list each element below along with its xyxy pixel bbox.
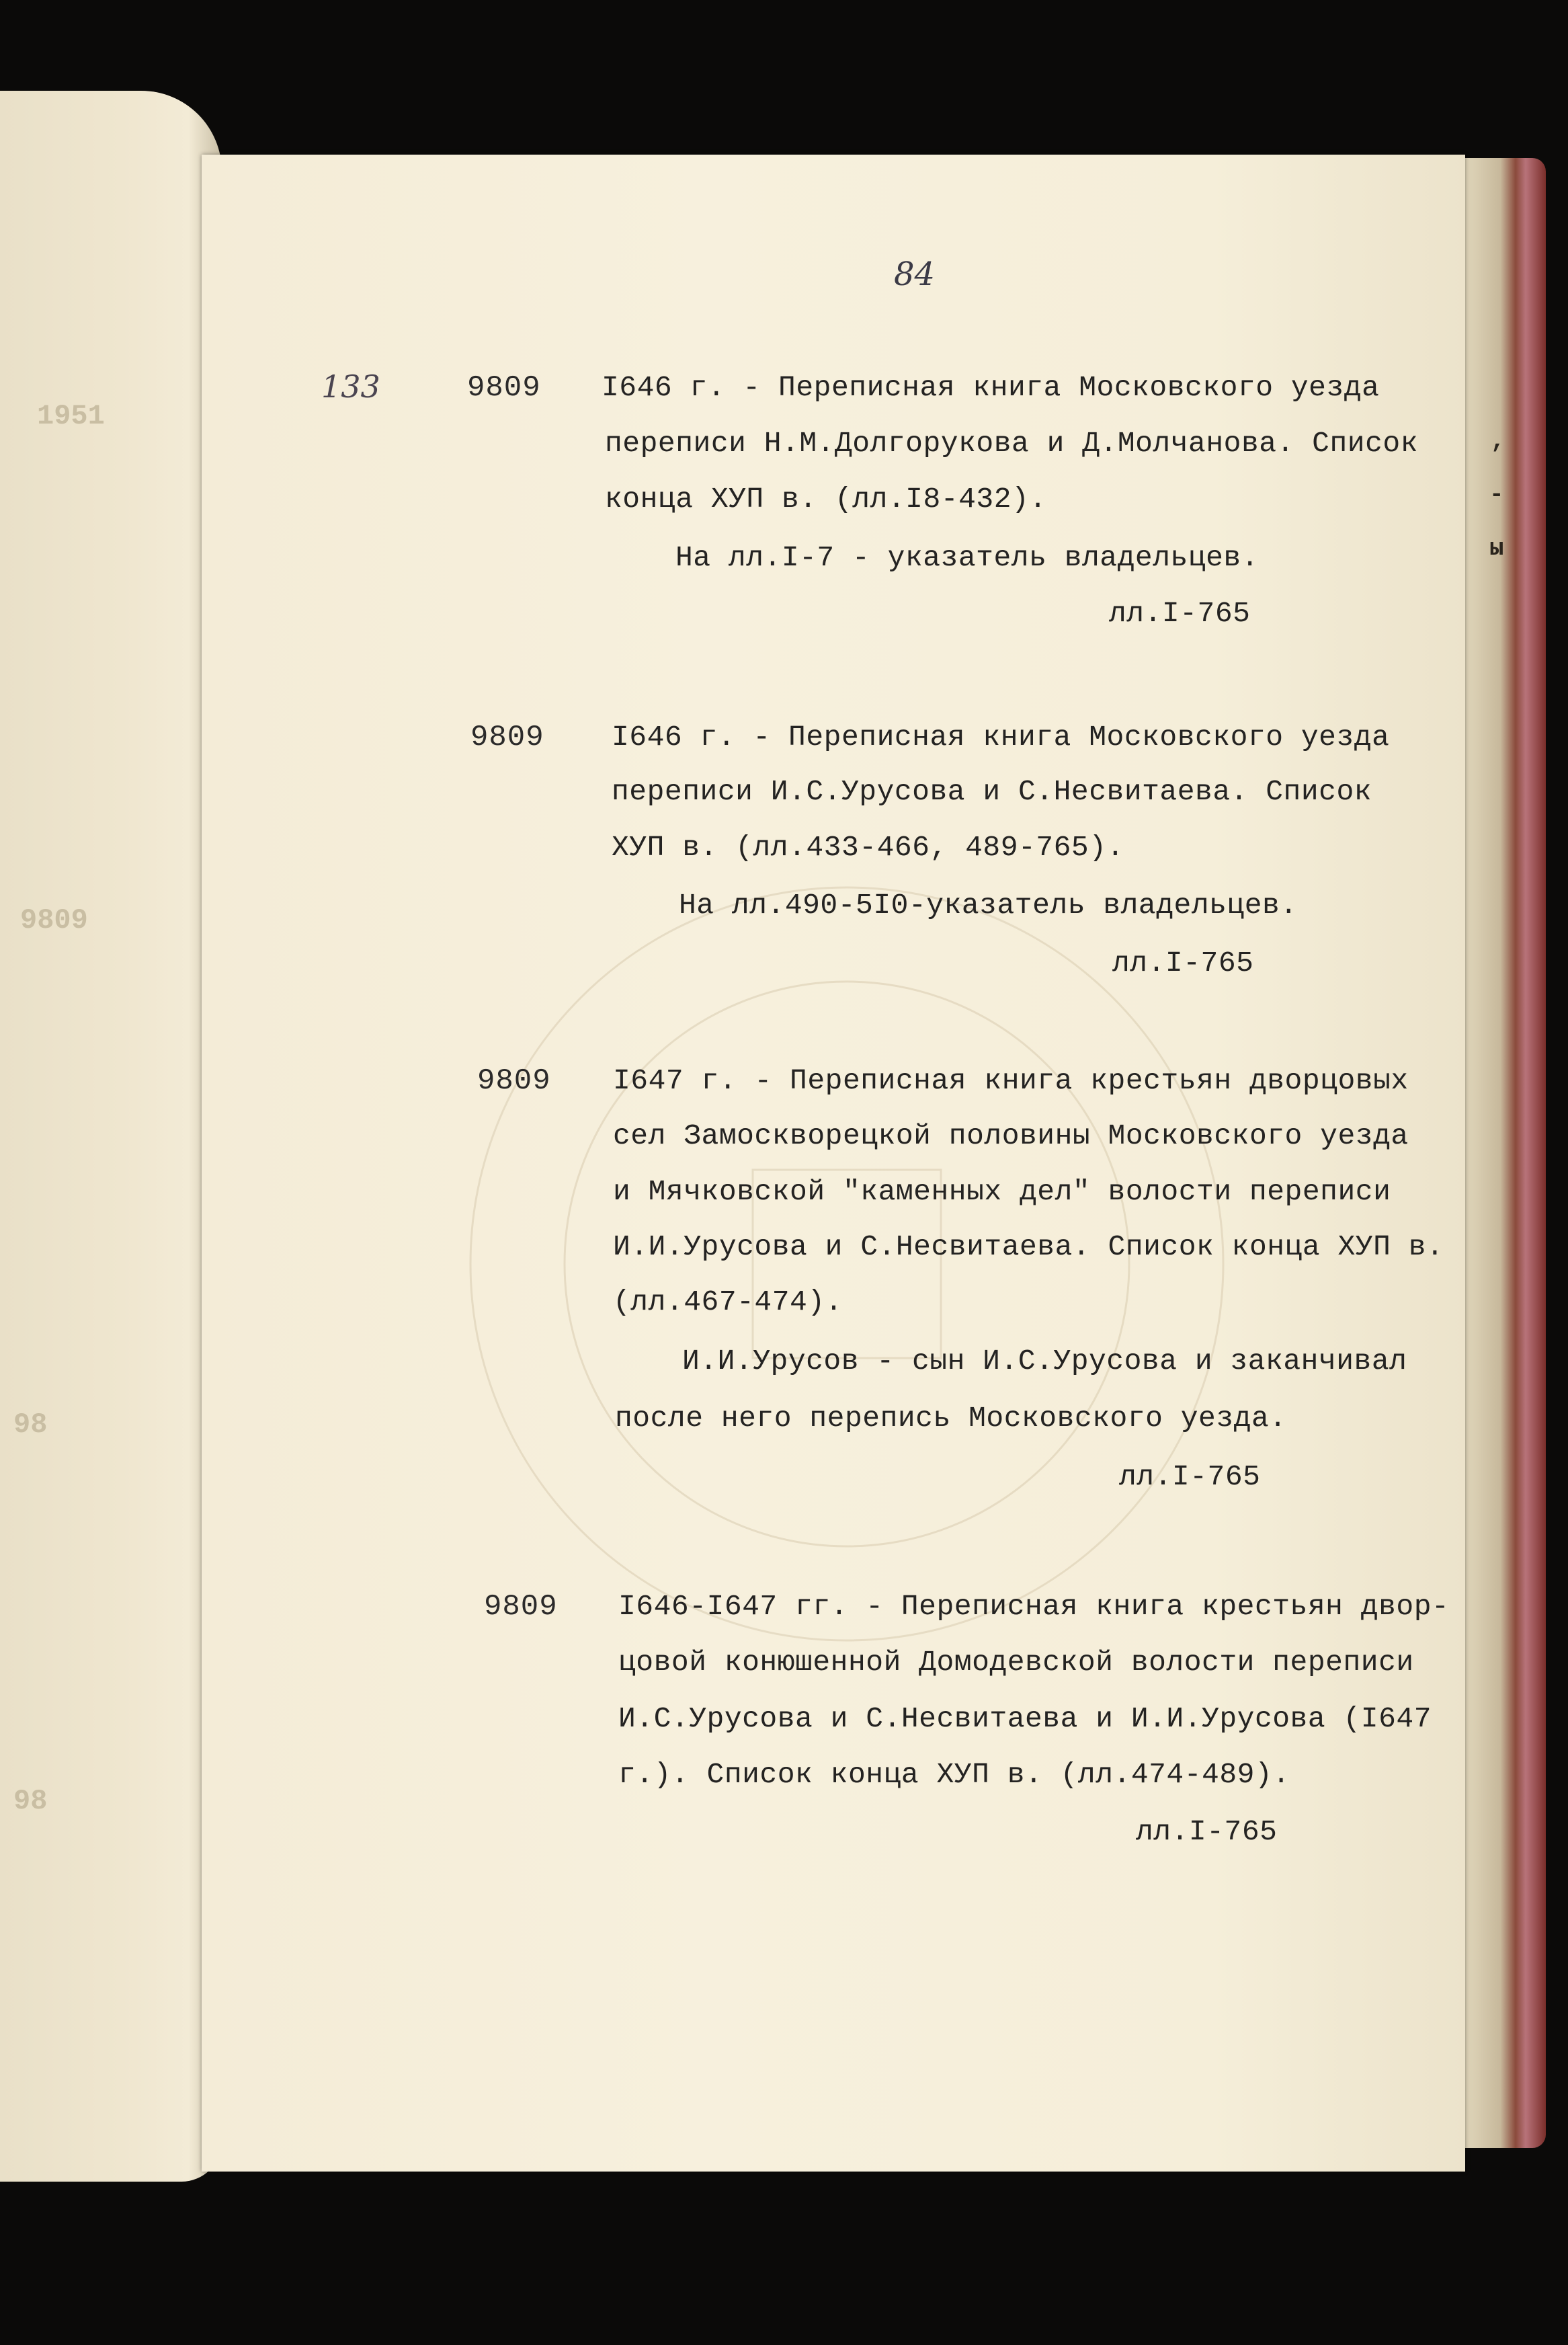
bleed-through-text: 1951 (37, 400, 105, 432)
entry-line: И.И.Урусова и С.Несвитаева. Список конца ХУП в. (613, 1230, 1444, 1263)
entry-line: (лл.467-474). (613, 1285, 843, 1318)
left-page (0, 91, 222, 2182)
entry-line: ХУП в. (лл.433-466, 489-765). (612, 831, 1124, 864)
page-number: 84 (894, 255, 936, 293)
entry-line: I646 г. - Переписная книга Московского уезда (612, 721, 1390, 754)
entry-line: I647 г. - Переписная книга крестьян дворцовых (613, 1064, 1409, 1097)
entry-line: после него перепись Московского уезда. (615, 1402, 1287, 1435)
entry-line: переписи И.С.Урусова и С.Несвитаева. Список (612, 775, 1372, 808)
entry-line: На лл.490-5I0-указатель владельцев. (679, 889, 1298, 922)
bleed-through-text: 9809 (20, 904, 88, 937)
entry-line: и Мячковской "каменных дел" волости переписи (613, 1175, 1391, 1208)
entry-line: переписи Н.М.Долгорукова и Д.Молчанова. Список (605, 427, 1418, 460)
entry-line: цовой конюшенной Домодевской волости переписи (618, 1646, 1414, 1679)
fund-number: 9809 (467, 371, 541, 405)
entry-line: I646 г. - Переписная книга Московского уезда (602, 371, 1380, 404)
edge-mark: - (1489, 481, 1504, 508)
margin-handwritten-number: 133 (321, 368, 380, 405)
edge-mark: , (1491, 427, 1505, 454)
entry-line: I646-I647 гг. - Переписная книга крестьян двор- (618, 1590, 1450, 1623)
fund-number: 9809 (470, 721, 544, 754)
entry-line: И.И.Урусов - сын И.С.Урусова и заканчивал (682, 1345, 1407, 1378)
entry-line: И.С.Урусова и С.Несвитаева и И.И.Урусова (I647 (618, 1702, 1432, 1735)
entry-line: конца ХУП в. (лл.I8-432). (605, 483, 1047, 516)
fund-number: 9809 (477, 1064, 551, 1098)
edge-mark: ы (1489, 534, 1504, 562)
entry-line: г.). Список конца ХУП в. (лл.474-489). (618, 1758, 1290, 1791)
bleed-through-text: 98 (13, 1785, 48, 1817)
sheet-range: лл.I-765 (1109, 597, 1251, 630)
sheet-range: лл.I-765 (1119, 1460, 1261, 1493)
fund-number: 9809 (484, 1590, 558, 1624)
sheet-range: лл.I-765 (1136, 1815, 1278, 1848)
entry-line: На лл.I-7 - указатель владельцев. (675, 541, 1260, 574)
entry-line: сел Замоскворецкой половины Московского уезда (613, 1119, 1409, 1152)
bleed-through-text: 98 (13, 1408, 48, 1441)
sheet-range: лл.I-765 (1112, 947, 1254, 980)
